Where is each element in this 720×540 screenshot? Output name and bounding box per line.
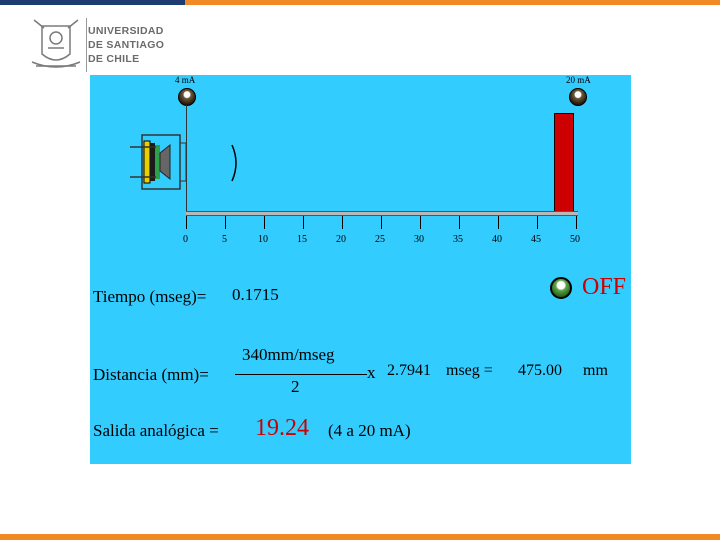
led-max-label: 20 mA — [566, 75, 591, 85]
university-name-line-2: DE SANTIAGO — [88, 39, 165, 51]
salida-value: 19.24 — [255, 415, 309, 441]
university-name-line-1: UNIVERSIDAD — [88, 25, 164, 37]
scale-tick-mark — [381, 216, 382, 229]
scale-tick-mark — [186, 216, 187, 229]
scale-tick-label: 50 — [570, 234, 580, 245]
university-logo — [26, 14, 176, 76]
power-status-label: OFF — [582, 274, 627, 300]
multiply-sign: x — [367, 363, 376, 382]
salida-label: Salida analógica = — [93, 421, 219, 440]
time-value: 2.7941 — [387, 362, 431, 379]
scale-tick-mark — [459, 216, 460, 229]
scale-tick-label: 10 — [258, 234, 268, 245]
scale-tick-label: 0 — [183, 234, 188, 245]
top-accent-navy — [0, 0, 185, 5]
top-accent-orange — [185, 0, 720, 5]
scale-tick-label: 15 — [297, 234, 307, 245]
distancia-label: Distancia (mm)= — [93, 365, 209, 384]
distance-track — [186, 211, 578, 216]
scale-tick-mark — [225, 216, 226, 229]
led-min-label: 4 mA — [175, 75, 196, 85]
scale-tick-mark — [498, 216, 499, 229]
zero-reference-line — [186, 105, 187, 213]
led-max-indicator-icon — [569, 88, 587, 106]
scale-tick-mark — [576, 216, 577, 229]
tiempo-label: Tiempo (mseg)= — [93, 287, 207, 306]
scale-tick-label: 5 — [222, 234, 227, 245]
bottom-accent-bar — [0, 534, 720, 540]
formula-denominator: 2 — [291, 377, 300, 396]
distance-value: 475.00 — [518, 362, 562, 379]
led-min-indicator-icon — [178, 88, 196, 106]
mseg-equals: mseg = — [446, 362, 493, 379]
fraction-line — [235, 374, 367, 375]
ultrasonic-sensor-icon — [126, 129, 198, 195]
scale-tick-label: 45 — [531, 234, 541, 245]
scale-tick-mark — [420, 216, 421, 229]
sound-wave-icon — [228, 143, 242, 183]
scale-tick-mark — [303, 216, 304, 229]
university-crest-icon — [26, 14, 86, 76]
scale-tick-label: 20 — [336, 234, 346, 245]
scale-tick-label: 25 — [375, 234, 385, 245]
scale-tick-label: 30 — [414, 234, 424, 245]
power-toggle-button[interactable] — [550, 277, 572, 299]
distance-unit: mm — [583, 362, 608, 379]
simulation-panel — [90, 75, 631, 464]
salida-range: (4 a 20 mA) — [328, 421, 411, 440]
target-level-bar — [554, 113, 574, 216]
logo-divider — [86, 18, 87, 72]
scale-tick-mark — [264, 216, 265, 229]
formula-numerator: 340mm/mseg — [242, 345, 335, 364]
university-name-line-3: DE CHILE — [88, 53, 140, 65]
scale-tick-mark — [342, 216, 343, 229]
scale-tick-mark — [537, 216, 538, 229]
tiempo-value: 0.1715 — [232, 285, 279, 304]
scale-tick-label: 35 — [453, 234, 463, 245]
scale-tick-label: 40 — [492, 234, 502, 245]
